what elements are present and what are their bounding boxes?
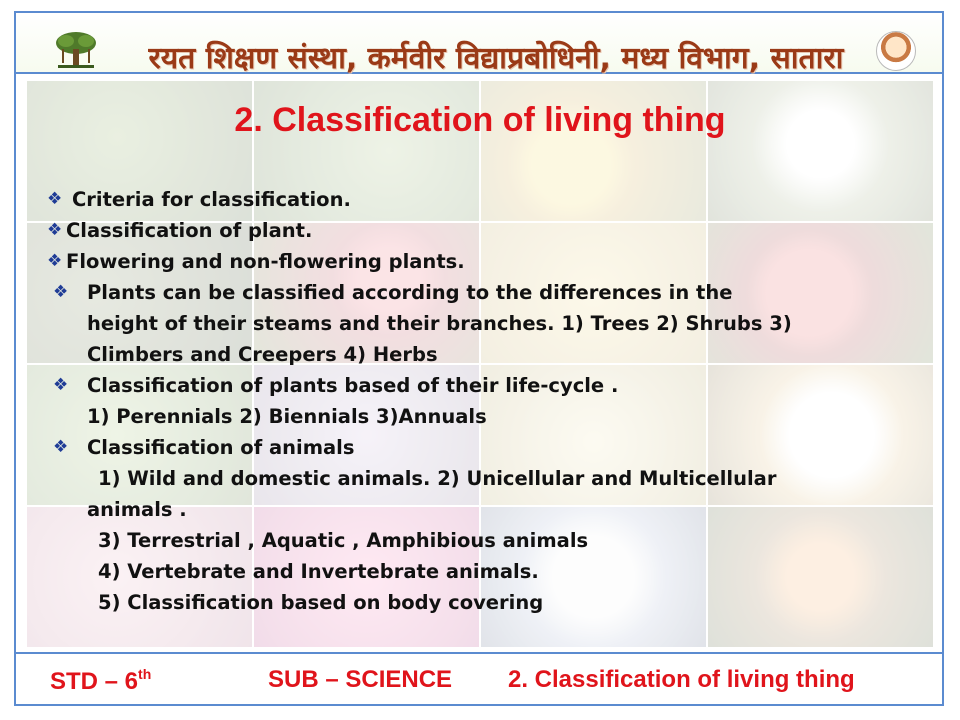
footer-std-suffix: th bbox=[138, 666, 152, 682]
list-item bbox=[47, 246, 927, 277]
founder-portrait bbox=[876, 31, 916, 71]
diamond-bullet-icon: ❖ bbox=[53, 375, 69, 395]
diamond-bullet-icon: ❖ bbox=[47, 189, 63, 209]
diamond-bullet-icon: ❖ bbox=[47, 220, 63, 240]
animals-line-2: animals . bbox=[87, 498, 187, 521]
animals-line-3: 3) Terrestrial , Aquatic , Amphibious animals bbox=[98, 529, 589, 552]
animals-heading: Classification of animals bbox=[87, 436, 355, 459]
stems-line-3: Climbers and Creepers 4) Herbs bbox=[87, 343, 438, 366]
stems-line-1: Plants can be classified according to the differences in the bbox=[87, 281, 733, 304]
diamond-bullet-icon: ❖ bbox=[47, 251, 63, 271]
header-band bbox=[16, 13, 942, 74]
list-item bbox=[47, 277, 927, 370]
diamond-bullet-icon: ❖ bbox=[53, 282, 69, 302]
footer-std-label: STD – 6 bbox=[50, 668, 139, 695]
lifecycle-line-1: Classification of plants based of their life-cycle . bbox=[87, 374, 619, 397]
list-item bbox=[47, 184, 927, 215]
list-item bbox=[47, 432, 927, 618]
animals-line-4: 4) Vertebrate and Invertebrate animals. bbox=[98, 560, 539, 583]
institution-name: रयत शिक्षण संस्था, कर्मवीर विद्याप्रबोधिनी, मध्य विभाग, सातारा bbox=[148, 40, 844, 76]
content-area bbox=[27, 81, 933, 647]
footer-standard bbox=[50, 666, 151, 696]
criteria-text: Criteria for classification. bbox=[72, 188, 351, 211]
stems-line-2: height of their steams and their branches. 1) Trees 2) Shrubs 3) bbox=[87, 312, 792, 335]
banyan-tree-logo bbox=[54, 29, 98, 71]
list-item bbox=[47, 370, 927, 432]
footer-chapter: 2. Classification of living thing bbox=[508, 666, 855, 693]
plant-classification-text: Classification of plant. bbox=[66, 219, 313, 242]
animals-line-1: 1) Wild and domestic animals. 2) Unicellular and Multicellular bbox=[98, 467, 777, 490]
footer-band bbox=[16, 652, 942, 704]
slide-title: 2. Classification of living thing bbox=[234, 101, 726, 139]
lifecycle-line-2: 1) Perennials 2) Biennials 3)Annuals bbox=[87, 405, 487, 428]
footer-subject: SUB – SCIENCE bbox=[268, 666, 453, 693]
diamond-bullet-icon: ❖ bbox=[53, 437, 69, 457]
list-item bbox=[47, 215, 927, 246]
animals-line-5: 5) Classification based on body covering bbox=[98, 591, 544, 614]
bullet-list bbox=[47, 184, 927, 618]
flowering-text: Flowering and non-flowering plants. bbox=[66, 250, 465, 273]
